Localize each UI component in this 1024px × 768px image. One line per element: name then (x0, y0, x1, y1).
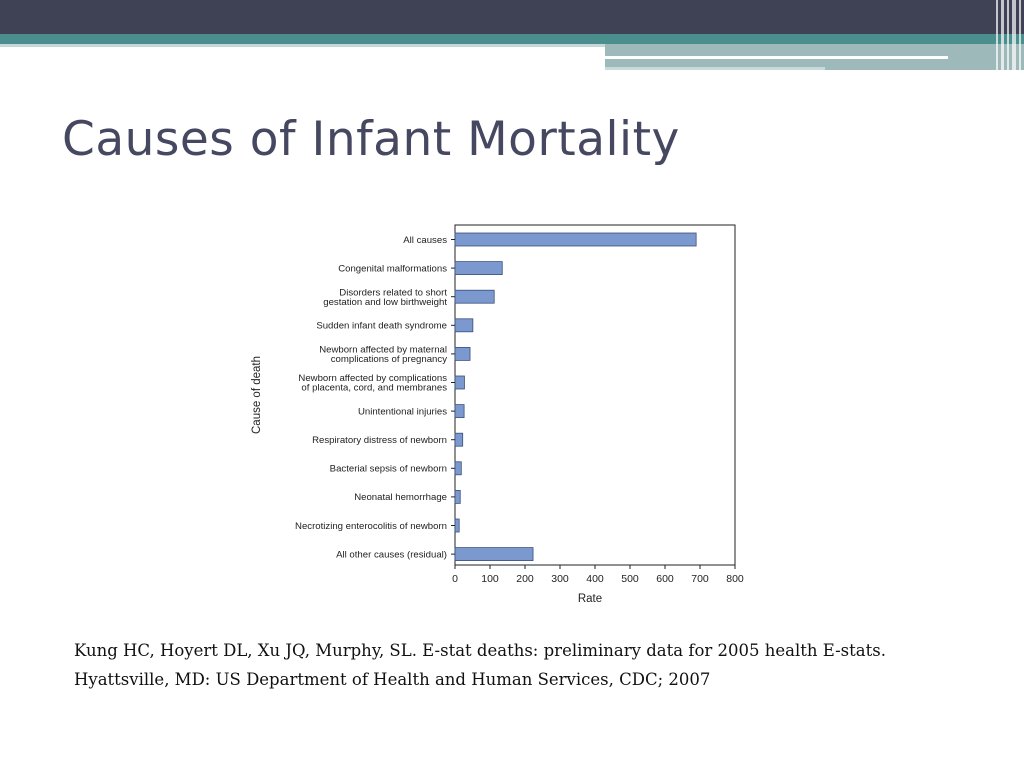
category-label-4-line-1: complications of pregnancy (330, 353, 447, 365)
bar-6 (455, 405, 464, 418)
x-tick-label-7: 700 (691, 573, 709, 585)
category-label-2-line-1: gestation and low birthweight (323, 296, 447, 308)
x-tick-label-4: 400 (586, 573, 604, 585)
category-label-1: Congenital malformations (338, 263, 447, 275)
bar-0 (455, 233, 696, 246)
x-tick-label-3: 300 (551, 573, 569, 585)
x-tick-label-6: 600 (656, 573, 674, 585)
header-right-white-line (605, 56, 948, 59)
bar-2 (455, 290, 494, 303)
bar-8 (455, 462, 461, 475)
bar-chart (240, 215, 760, 615)
header-thin-line (0, 44, 605, 47)
category-label-9: Neonatal hemorrhage (354, 492, 447, 504)
x-tick-label-2: 200 (516, 573, 534, 585)
header-dark-band (0, 0, 1024, 34)
bar-10 (455, 519, 459, 532)
bar-9 (455, 490, 460, 503)
category-label-6: Unintentional injuries (357, 406, 447, 418)
header-teal-band (0, 34, 1024, 44)
x-tick-label-8: 800 (726, 573, 744, 585)
bar-4 (455, 347, 470, 360)
slide-title: Causes of Infant Mortality (62, 112, 680, 167)
category-label-3: Sudden infant death syndrome (316, 320, 447, 332)
category-label-2-line-0: Disorders related to short (339, 287, 447, 299)
bar-5 (455, 376, 464, 389)
category-label-11: All other causes (residual) (336, 549, 447, 561)
bar-7 (455, 433, 463, 446)
citation-line-1: Kung HC, Hoyert DL, Xu JQ, Murphy, SL. E-stat deaths: preliminary data for 2005 health E-stats. (74, 641, 886, 660)
bar-3 (455, 319, 473, 332)
plot-frame (455, 225, 735, 565)
x-tick-label-1: 100 (481, 573, 499, 585)
bar-11 (455, 548, 533, 561)
category-label-4-line-0: Newborn affected by maternal (319, 344, 447, 356)
category-label-10: Necrotizing enterocolitis of newborn (295, 520, 447, 532)
category-label-5-line-0: Newborn affected by complications (298, 373, 447, 385)
bar-1 (455, 262, 502, 275)
citation (74, 636, 974, 694)
header-right-low-line (605, 67, 825, 70)
citation-line-2: Hyattsville, MD: US Department of Health and Human Services, CDC; 2007 (74, 670, 711, 689)
x-axis-label: Rate (577, 593, 603, 605)
x-tick-label-0: 0 (452, 573, 458, 585)
category-label-5-line-1: of placenta, cord, and membranes (301, 382, 447, 394)
category-label-0: All causes (403, 234, 447, 246)
category-label-7: Respiratory distress of newborn (312, 435, 447, 446)
y-axis-label: Cause of death (251, 355, 263, 435)
category-label-8: Bacterial sepsis of newborn (329, 463, 447, 475)
x-tick-label-5: 500 (621, 573, 639, 585)
header-vertical-stripes (992, 0, 1024, 70)
